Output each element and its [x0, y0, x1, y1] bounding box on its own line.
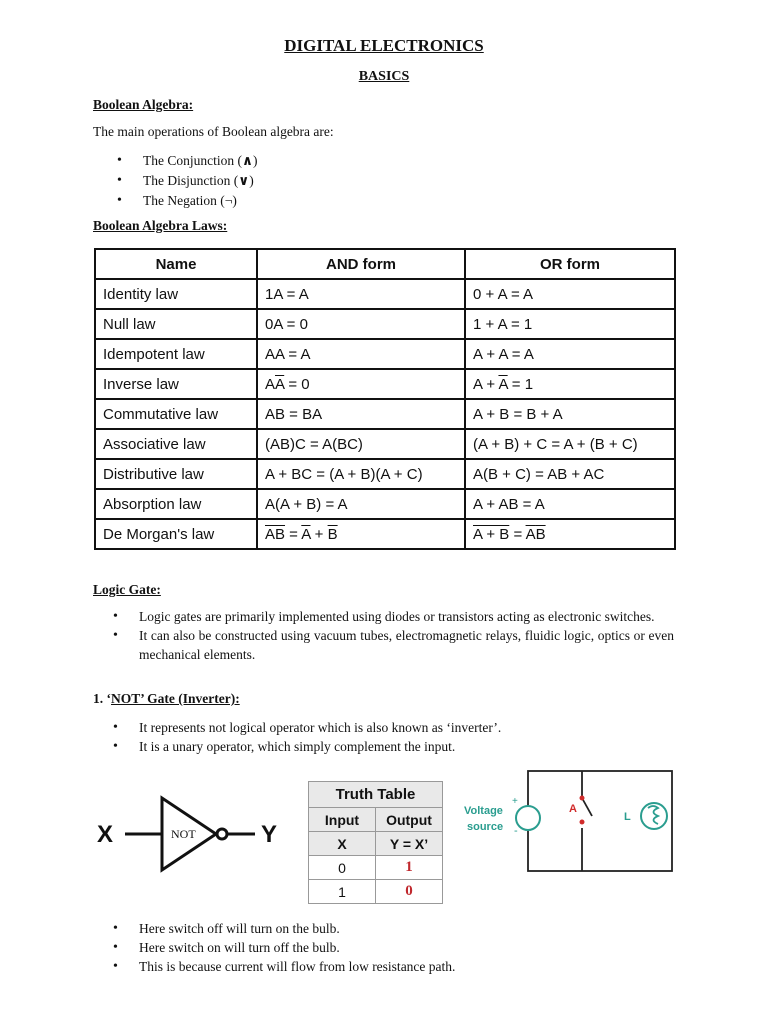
demorgan-or-cell: $A + B = \overline{A}\overline{B}$ — [465, 519, 675, 549]
logic-gate-list — [139, 607, 674, 664]
not-truth-table — [308, 781, 443, 904]
col-header-or: OR form — [465, 249, 675, 279]
list-item: • It is a unary operator, which simply complement the input. — [139, 737, 501, 756]
source-label-1: Voltage — [464, 805, 503, 817]
source-icon — [516, 806, 540, 830]
list-item: • The Disjunction (∨) — [143, 171, 257, 191]
inverse-or-cell: $A + \overline{A} = 1$ — [465, 369, 675, 399]
table-row: Inverse law $A\overline{A} = 0$ $A + \overline{A} = 1$ — [95, 369, 675, 399]
boolean-intro: The main operations of Boolean algebra are: — [93, 124, 334, 139]
col-header-and: AND form — [257, 249, 465, 279]
table-row: 1 0 — [309, 880, 443, 904]
table-row: 0 1 — [309, 856, 443, 880]
table-row: Absorption law A(A + B) = A A + AB = A — [95, 489, 675, 519]
inversion-bubble — [217, 829, 227, 839]
truth-table-caption: Truth Table — [309, 782, 443, 808]
gate-label: NOT — [171, 827, 196, 841]
not-circuit-diagram — [458, 768, 678, 878]
boolean-ops-list — [143, 151, 257, 210]
table-row: Commutative law AB = BA A + B = B + A — [95, 399, 675, 429]
not-gate-symbol — [95, 790, 295, 880]
boolean-algebra-heading: Boolean Algebra: — [93, 97, 194, 112]
lamp-label: L — [624, 811, 631, 823]
tt-sub-input: X — [309, 832, 376, 856]
col-header-name: Name — [95, 249, 257, 279]
list-item: • The Negation (¬) — [143, 191, 257, 210]
table-row: Distributive law A + BC = (A + B)(A + C) A(B + C) = AB + AC — [95, 459, 675, 489]
switch-label: A — [569, 803, 577, 815]
list-item: • Here switch on will turn off the bulb. — [139, 938, 455, 957]
inverse-and-cell: $A\overline{A} = 0$ — [257, 369, 465, 399]
table-row: Idempotent law AA = A A + A = A — [95, 339, 675, 369]
svg-text:-: - — [514, 825, 518, 837]
not-gate-heading: 1. ‘NOT’ Gate (Inverter): — [93, 691, 240, 706]
table-row: Identity law 1A = A 0 + A = A — [95, 279, 675, 309]
switch-contact — [580, 796, 585, 801]
list-item: • This is because current will flow from low resistance path. — [139, 957, 455, 976]
list-item: • It can also be constructed using vacuum tubes, electromagnetic relays, fluidic logic, optics or even mechanical elements. — [139, 626, 674, 664]
table-header-row — [95, 249, 675, 279]
list-item: • It represents not logical operator which is also known as ‘inverter’. — [139, 718, 501, 737]
list-item: • The Conjunction (∧) — [143, 151, 257, 171]
laws-heading: Boolean Algebra Laws: — [93, 218, 228, 233]
gate-output-label: Y — [261, 821, 278, 848]
logic-gate-heading: Logic Gate: — [93, 582, 161, 597]
table-row: Null law 0A = 0 1 + A = 1 — [95, 309, 675, 339]
page-title: DIGITAL ELECTRONICS — [284, 36, 484, 55]
list-item: • Logic gates are primarily implemented using diodes or transistors acting as electronic switches. — [139, 607, 674, 626]
list-item: • Here switch off will turn on the bulb. — [139, 919, 455, 938]
table-row: De Morgan's law $\overline{AB} = \overline{A} + \overline{B}$ $A + B = \overline{A}\overline{B}$ — [95, 519, 675, 549]
switch-contact — [580, 820, 585, 825]
tt-sub-output: Y = X’ — [376, 832, 443, 856]
source-label-2: source — [467, 821, 504, 833]
svg-text:+: + — [512, 796, 518, 807]
not-notes-list — [139, 919, 455, 976]
not-gate-list — [139, 718, 501, 756]
table-row: Associative law (AB)C = A(BC) (A + B) + C = A + (B + C) — [95, 429, 675, 459]
tt-header-input: Input — [309, 808, 376, 832]
page-subtitle: BASICS — [358, 69, 410, 84]
tt-header-output: Output — [376, 808, 443, 832]
gate-input-label: X — [97, 821, 114, 848]
demorgan-and-cell: $\overline{AB} = \overline{A} + \overline{B}$ — [257, 519, 465, 549]
boolean-laws-table — [94, 248, 676, 550]
